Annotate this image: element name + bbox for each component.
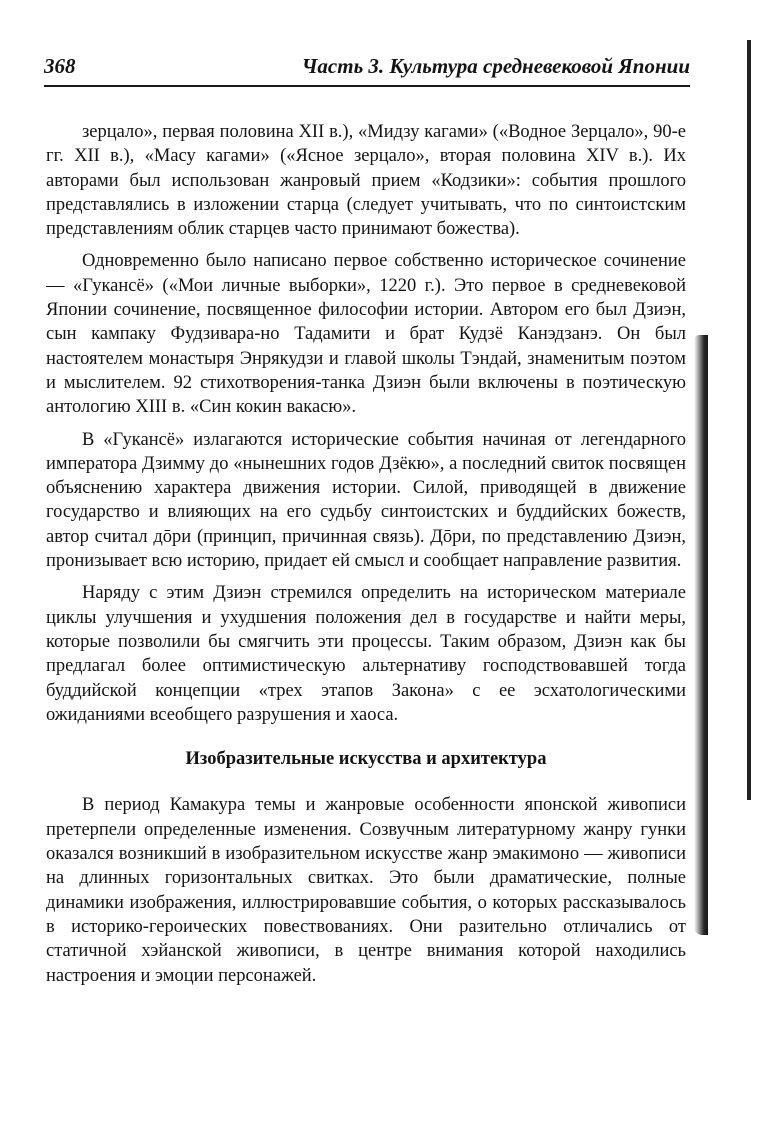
paragraph-2: Одновременно было написано первое собственно историческое сочинение — «Гукансё» («Мои личные выборки», 1220 г.). Это первое в средневековой Японии сочинение, посвященное философии истории. Автором его был Дзиэн, сын кампаку Фудзивара-но Тадамити и брат Кудзё Канэдзанэ. Он был настоятелем монастыря Энрякудзи и главой школы Тэндай, знаменитым поэтом и мыслителем. 92 стихотворения-танка Дзиэн были включены в поэтическую антологию XIII в. «Син кокин вакасю». <box>46 251 686 418</box>
paragraph-4: Наряду с этим Дзиэн стремился определить на историческом материале циклы улучшения и ухудшения положения дел в государстве и найти меры, которые позволили бы смягчить эти процессы. Таким образом, Дзиэн как бы предлагал более оптимистическую альтернативу господствовавшей тогда буддийской концепции «трех этапов Закона» с ее эсхатологическими ожиданиями всеобщего разрушения и хаоса. <box>46 583 686 725</box>
scan-edge-line <box>747 40 751 800</box>
page-number: 368 <box>44 54 76 78</box>
spine-shadow <box>694 335 708 935</box>
body-text <box>46 120 686 988</box>
section-heading: Изобразительные искусства и архитектура <box>185 749 547 770</box>
header-rule <box>44 85 690 87</box>
running-header <box>44 52 690 84</box>
paragraph-3: В «Гукансё» излагаются исторические события начиная от легендарного императора Дзимму до «нынешних годов Дзёкю», а последний свиток посвящен объяснению характера движения истории. Силой, приводящей в движение государство и влияющих на его судьбу синтоистских и буддийских божеств, автор считал дōри (принцип, причинная связь). Дōри, по представлению Дзиэн, пронизывает всю историю, придает ей смысл и сообщает направление развития. <box>46 429 686 572</box>
paragraph-1: зерцало», первая половина XII в.), «Мидзу кагами» («Водное Зерцало», 90-е гг. XII в.), «Масу кагами» («Ясное зерцало», вторая половина XIV в.). Их авторами был использован жанровый прием «Кодзики»: события прошлого представлялись в изложении старца (следует учитывать, что по синтоистским представлениям облик старцев часто принимают божества). <box>46 122 686 240</box>
section-paragraph: В период Камакура темы и жанровые особенности японской живописи претерпели определенные изменения. Созвучным литературному жанру гунки оказался возникший в изобразительном искусстве жанр эмакимоно — живописи на длинных горизонтальных свитках. Это были драматические, полные динамики изображения, иллюстрировавшие события, о которых рассказывалось в историко-героических повествованиях. Они разительно отличались от статичной хэйанской живописи, в центре внимания которой находились настроения и эмоции персонажей. <box>46 795 686 986</box>
chapter-title: Часть 3. Культура средневековой Японии <box>301 54 690 78</box>
